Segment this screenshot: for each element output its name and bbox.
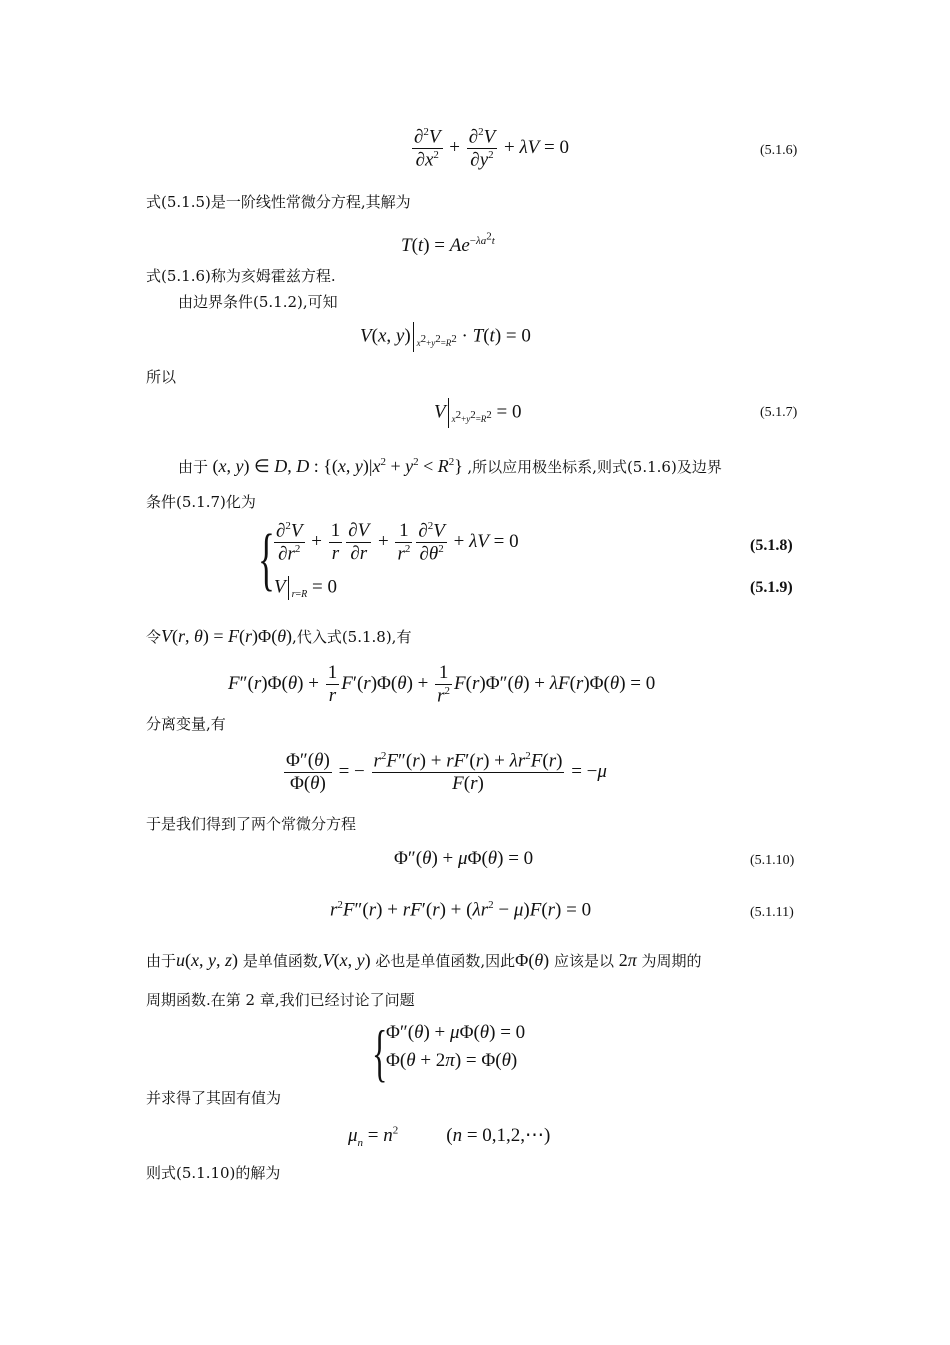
paragraph-text: 条件(5.1.7)化为 bbox=[146, 493, 256, 511]
paragraph-text: 于是我们得到了两个常微分方程 bbox=[146, 815, 357, 833]
paragraph-text: 令V(r, θ) = F(r)Φ(θ),代入式(5.1.8),有 bbox=[146, 626, 412, 646]
paragraph-text: 由于u(x, y, z) 是单值函数,V(x, y) 必也是单值函数,因此Φ(θ) 应该是以 2π 为周期的 bbox=[146, 950, 702, 970]
equation-separation: $\frac{\Phi''(\theta)}{\Phi(\theta)}$ = − $\frac{r^2F''(r) + rF'(r) + \lambda r^2F(r)}{F(r)}$ = −μ bbox=[286, 750, 607, 795]
paragraph-text: 由边界条件(5.1.2),可知 bbox=[178, 293, 338, 311]
equation-substituted: F″(r)Φ(θ) + $\frac{1}{r}$ F′(r)Φ(θ) + $\frac{1}{r^2}$ F(r)Φ″(θ) + λF(r)Φ(θ) = 0 bbox=[228, 662, 656, 707]
left-brace: { bbox=[372, 1017, 388, 1088]
equation-boundary: V $_{x^2+y^2=R^2}$ = 0 bbox=[434, 398, 521, 428]
equation-number: (5.1.6) bbox=[760, 143, 798, 158]
paragraph-text: 所以 bbox=[146, 368, 177, 386]
paragraph-text: 周期函数.在第 2 章,我们已经讨论了问题 bbox=[146, 991, 415, 1009]
paragraph-text: 并求得了其固有值为 bbox=[146, 1089, 282, 1107]
paragraph-text: 分离变量,有 bbox=[146, 715, 226, 733]
paragraph-text: 式(5.1.5)是一阶线性常微分方程,其解为 bbox=[146, 193, 411, 211]
equation-number: (5.1.9) bbox=[750, 579, 793, 596]
equation-number: (5.1.8) bbox=[750, 537, 793, 554]
equation-angular: Φ″(θ) + μΦ(θ) = 0 bbox=[394, 848, 534, 869]
equation-boundary-product: V(x, y) $_{x^2+y^2=R^2}$ · T(t) = 0 bbox=[360, 322, 531, 352]
equation-eigenvalues: $\mu_n = n^2$ (n = 0,1,2,⋯) bbox=[348, 1124, 551, 1149]
paragraph-text: 式(5.1.6)称为亥姆霍兹方程. bbox=[146, 267, 336, 285]
equation-radial: $r^2F''(r) + rF'(r) + (\lambda r^2 - \mu)F(r) = 0$ bbox=[330, 899, 592, 921]
equation-time-solution: $T(t) = Ae^{-\lambda a^2t}$ bbox=[401, 230, 495, 256]
paragraph-text: 则式(5.1.10)的解为 bbox=[146, 1164, 281, 1182]
equation-helmholtz: $\frac{\partial^2V}{\partial x^2}$ + $\frac{\partial^2V}{\partial y^2}$ + λV = 0 bbox=[414, 126, 569, 171]
equation-number: (5.1.7) bbox=[760, 405, 798, 420]
equation-eigen-problem-ode: Φ″(θ) + μΦ(θ) = 0 bbox=[386, 1022, 526, 1043]
equation-polar-helmholtz: $\frac{\partial^2V}{\partial r^2}$ + $\frac{1}{r}$ $\frac{\partial V}{\partial r}$ + $\frac{1}{r^2}$ $\frac{\partial^2V}{\partial\theta^2}$ + λV = 0 bbox=[276, 520, 519, 565]
equation-polar-boundary: V $_{r=R}$ = 0 bbox=[274, 576, 337, 601]
paragraph-text: 由于 (x, y) ∈ D, D : {(x, $y)|x^2 + y^2 < R^2$} ,所以应用极坐标系,则式(5.1.6)及边界 bbox=[178, 456, 722, 476]
equation-number: (5.1.10) bbox=[750, 853, 795, 868]
equation-eigen-problem-periodic: Φ(θ + 2π) = Φ(θ) bbox=[386, 1050, 518, 1071]
left-brace: { bbox=[258, 521, 275, 598]
equation-number: (5.1.11) bbox=[750, 905, 794, 920]
